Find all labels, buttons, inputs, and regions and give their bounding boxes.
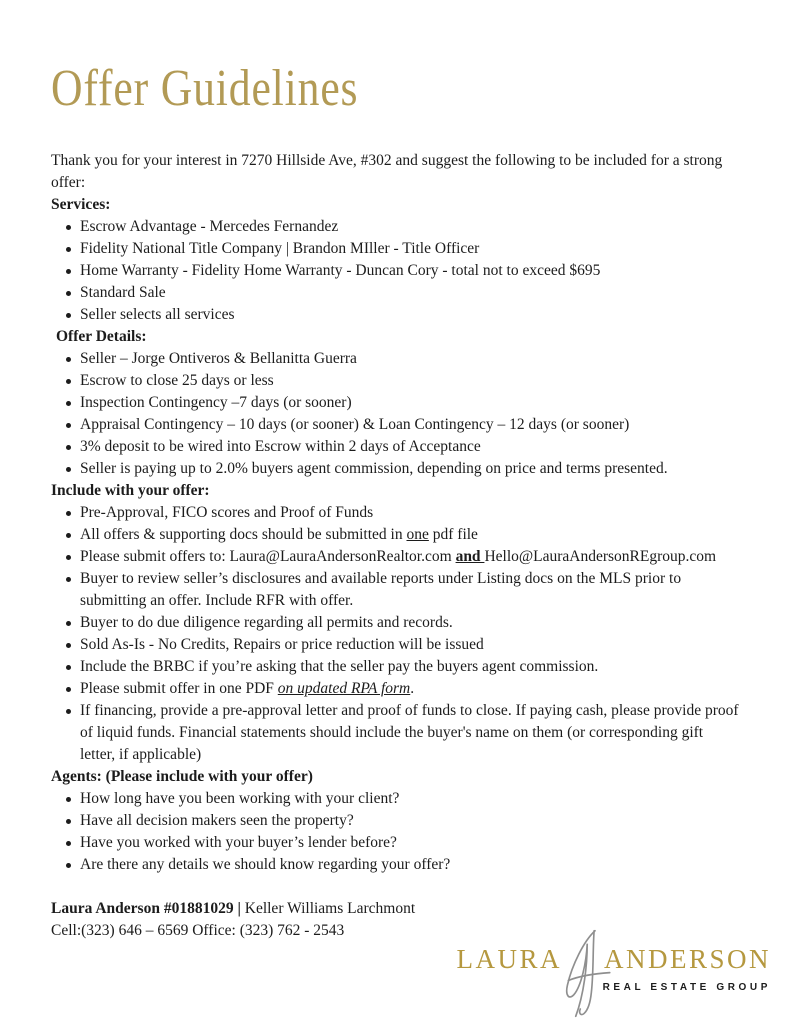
bullet-item: Buyer to do due diligence regarding all permits and records. (51, 612, 741, 634)
intro-paragraph: Thank you for your interest in 7270 Hillside Ave, #302 and suggest the following to be included for a strong offer: (51, 152, 723, 191)
bullet-item: Seller is paying up to 2.0% buyers agent commission, depending on price and terms presented. (51, 458, 741, 480)
brand-logo (456, 934, 771, 1020)
bullet-list (51, 216, 741, 326)
text-segment: Laura Anderson #01881029 | (51, 900, 245, 917)
bullet-item: If financing, provide a pre-approval letter and proof of funds to close. If paying cash, please provide proof of liquid funds. Financial statements should include the buyer's name on them (or corresponding gift letter, if applicable) (51, 700, 741, 766)
text-segment: pdf file (428, 526, 478, 543)
text-segment: Hello@LauraAndersonREgroup.com (484, 548, 717, 565)
bullet-item: Home Warranty - Fidelity Home Warranty - Duncan Cory - total not to exceed $695 (51, 260, 741, 282)
bullet-item: How long have you been working with your client? (51, 788, 741, 810)
agent-phone-line: Cell:(323) 646 – 6569 Office: (323) 762 - 2543 (51, 922, 345, 939)
bullet-item (51, 546, 741, 568)
text-segment: Keller Williams Larchmont (244, 900, 416, 917)
page-title: Offer Guidelines (51, 60, 359, 117)
text-segment: and (455, 548, 485, 565)
bullet-item: Have you worked with your buyer’s lender before? (51, 832, 741, 854)
text-segment: All offers & supporting docs should be submitted in (80, 526, 407, 543)
bullet-item: Fidelity National Title Company | Brandon MIller - Title Officer (51, 238, 741, 260)
logo-anderson-text: ANDERSON (603, 944, 771, 974)
text-segment: Please submit offer in one PDF (80, 680, 278, 697)
bullet-item: Include the BRBC if you’re asking that the seller pay the buyers agent commission. (51, 656, 741, 678)
bullet-item: Have all decision makers seen the property? (51, 810, 741, 832)
bullet-list (51, 348, 741, 480)
section-heading: Offer Details: (56, 328, 147, 345)
text-segment: on updated RPA form (277, 680, 411, 697)
bullet-item (51, 524, 741, 546)
logo-tagline-text: REAL ESTATE GROUP (602, 982, 771, 993)
bullet-item: Seller – Jorge Ontiveros & Bellanitta Guerra (51, 348, 741, 370)
bullet-item: Inspection Contingency –7 days (or sooner) (51, 392, 741, 414)
bullet-item: 3% deposit to be wired into Escrow within 2 days of Acceptance (51, 436, 741, 458)
bullet-item (51, 678, 741, 700)
bullet-item: Standard Sale (51, 282, 741, 304)
bullet-list (51, 502, 741, 766)
bullet-item: Escrow to close 25 days or less (51, 370, 741, 392)
bullet-item: Pre-Approval, FICO scores and Proof of Funds (51, 502, 741, 524)
text-segment: one (406, 526, 429, 543)
text-segment: Please submit offers to: Laura@LauraAndersonRealtor.com (80, 548, 456, 565)
logo-laura-text: LAURA (456, 944, 562, 974)
bullet-list (51, 788, 741, 876)
section-heading: Agents: (Please include with your offer) (51, 768, 313, 785)
sections-container (51, 194, 741, 876)
agent-contact-line (51, 898, 741, 920)
text-segment: . (410, 680, 415, 697)
section-heading: Include with your offer: (51, 482, 210, 499)
bullet-item: Buyer to review seller’s disclosures and available reports under Listing docs on the MLS prior to submitting an offer. Include RFR with offer. (51, 568, 741, 612)
bullet-item: Sold As-Is - No Credits, Repairs or price reduction will be issued (51, 634, 741, 656)
bullet-item: Are there any details we should know regarding your offer? (51, 854, 741, 876)
section-heading: Services: (51, 196, 111, 213)
bullet-item: Seller selects all services (51, 304, 741, 326)
bullet-item: Appraisal Contingency – 10 days (or sooner) & Loan Contingency – 12 days (or sooner) (51, 414, 741, 436)
bullet-item: Escrow Advantage - Mercedes Fernandez (51, 216, 741, 238)
